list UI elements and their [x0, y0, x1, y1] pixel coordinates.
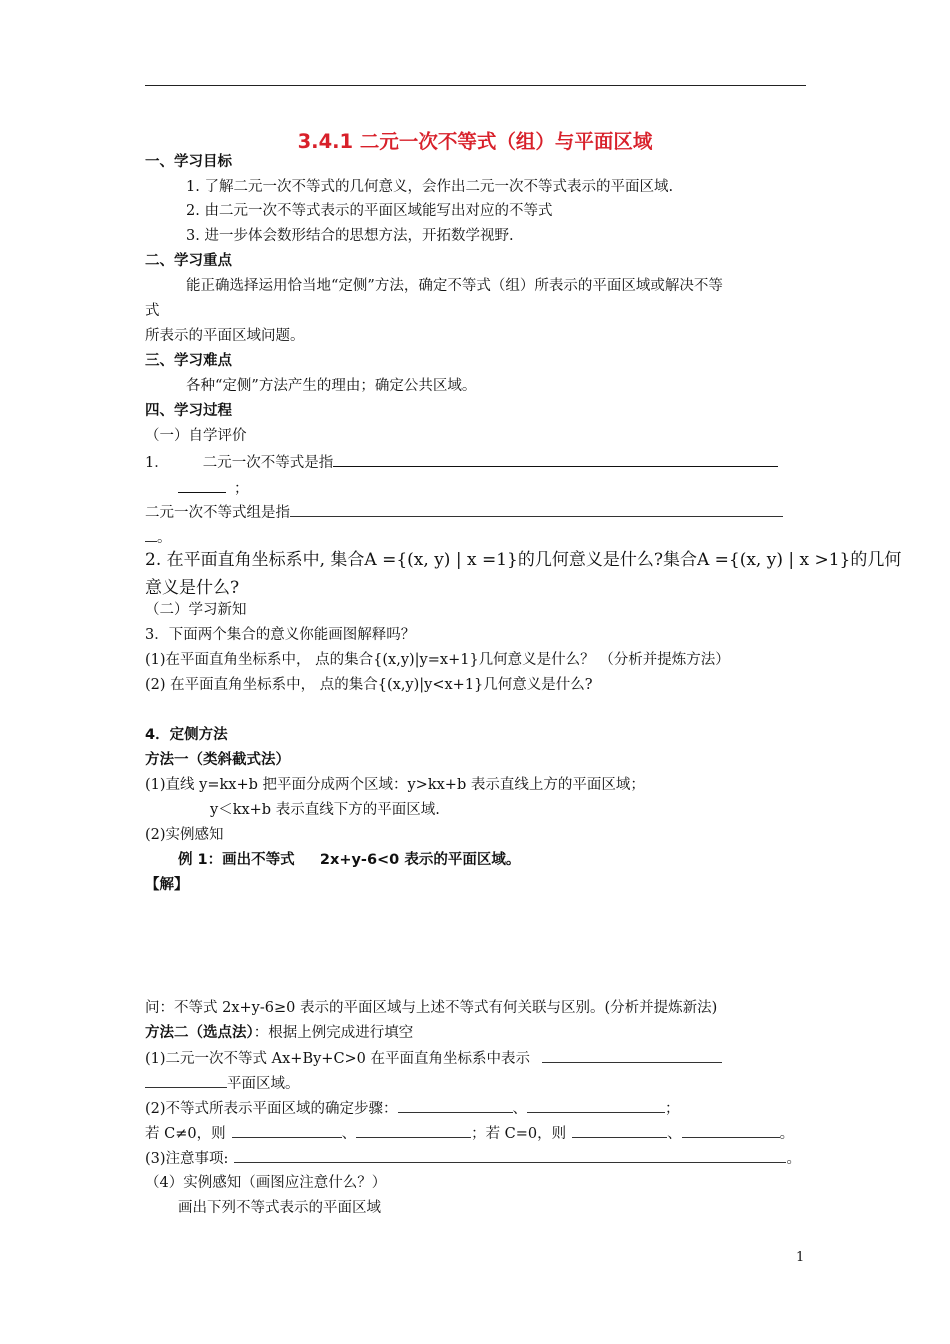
- question-3: 3．下面两个集合的意义你能画图解释吗？: [145, 627, 416, 643]
- method-2-heading-line: [145, 1023, 413, 1043]
- section-heading-difficulty: 三、学习难点: [145, 353, 232, 369]
- section-heading-process: 四、学习过程: [145, 403, 232, 419]
- goal-item-3: 3. 进一步体会数形结合的思想方法，开拓数学视野.: [186, 228, 514, 244]
- answer-blank-3[interactable]: [542, 1048, 722, 1063]
- answer-blank-2[interactable]: [290, 502, 783, 517]
- question-3-part-2: (2) 在平面直角坐标系中， 点的集合{(x,y)|y<x+1}几何意义是什么?: [145, 677, 593, 693]
- answer-blank-9[interactable]: [682, 1123, 780, 1138]
- page-number: 1: [796, 1250, 805, 1265]
- method-2-line-2: (2)不等式所表示平面区域的确定步骤： 、 ；: [145, 1098, 680, 1119]
- question-ask: 问：不等式 2x+y-6≥0 表示的平面区域与上述不等式有何关联与区别。(分析并提炼新法): [145, 1000, 718, 1016]
- answer-blank-1b[interactable]: [178, 478, 226, 493]
- example-1: 例 1：画出不等式 2x+y-6<0 表示的平面区域。: [178, 852, 521, 868]
- solution-label: 【解】: [145, 877, 189, 893]
- focus-line-1: 能正确选择运用恰当地“定侧”方法，确定不等式（组）所表示的平面区域或解决不等: [186, 278, 723, 294]
- answer-blank-4[interactable]: [398, 1098, 513, 1113]
- subsection-new-knowledge: （二）学习新知: [145, 602, 247, 618]
- page-title: 3.4.1 二元一次不等式（组）与平面区域: [297, 130, 653, 153]
- question-1-text: 二元一次不等式是指: [202, 455, 334, 471]
- method-2-line-1: (1)二元一次不等式 Ax+By+C>0 在平面直角坐标系中表示: [145, 1048, 722, 1069]
- answer-blank-7[interactable]: [356, 1123, 471, 1138]
- question-1b: [145, 502, 783, 523]
- question-2-line-1: 2. 在平面直角坐标系中, 集合A ={(x, y) | x =1}的几何意义是什么?集合A ={(x, y) | x >1}的几何: [145, 550, 902, 570]
- question-1b-text: 二元一次不等式组是指: [145, 505, 290, 521]
- method-1-heading: 方法一（类斜截式法）: [145, 752, 290, 768]
- method-2-line-5: （4）实例感知（画图应注意什么？）: [145, 1175, 387, 1191]
- method-2-line-3: 若 C≠0，则 、 ；若 C=0，则 、 。: [145, 1123, 794, 1144]
- answer-blank-3b[interactable]: [145, 1073, 227, 1088]
- method-2-line-4: (3)注意事项: 。: [145, 1148, 801, 1169]
- goal-item-1: 1. 了解二元一次不等式的几何意义，会作出二元一次不等式表示的平面区域.: [186, 179, 674, 195]
- answer-blank-8[interactable]: [572, 1123, 667, 1138]
- question-1b-continued: 。: [145, 527, 172, 548]
- question-1: [145, 452, 778, 473]
- question-3-part-1: (1)在平面直角坐标系中， 点的集合{(x,y)|y=x+1}几何意义是什么？ （分析并提炼方法）: [145, 652, 730, 668]
- focus-line-3: 所表示的平面区域问题。: [145, 328, 305, 344]
- method-1-line-1b: y＜kx+b 表示直线下方的平面区域.: [210, 802, 440, 818]
- question-1-continued: ；: [178, 478, 249, 499]
- subsection-self-eval: （一）自学评价: [145, 428, 247, 444]
- answer-blank-5[interactable]: [527, 1098, 665, 1113]
- method-2-description: ：根据上例完成进行填空: [253, 1025, 414, 1041]
- method-2-heading: 方法二（选点法）: [145, 1025, 254, 1041]
- method-1-line-1: (1)直线 y=kx+b 把平面分成两个区域：y>kx+b 表示直线上方的平面区域；: [145, 777, 645, 793]
- focus-line-2: 式: [145, 303, 160, 319]
- difficulty-line-1: 各种“定侧”方法产生的理由；确定公共区域。: [186, 378, 477, 394]
- answer-blank-10[interactable]: [234, 1148, 786, 1163]
- section-heading-focus: 二、学习重点: [145, 253, 232, 269]
- answer-blank-6[interactable]: [232, 1123, 342, 1138]
- header-rule: [145, 85, 806, 86]
- method-2-line-6: 画出下列不等式表示的平面区域: [178, 1200, 381, 1216]
- method-1-line-2: (2)实例感知: [145, 827, 224, 843]
- question-1-number: 1．: [145, 455, 169, 471]
- answer-blank-1[interactable]: [333, 452, 778, 467]
- method-2-line-1b: 平面区域。: [145, 1073, 300, 1094]
- question-2-line-2: 意义是什么?: [145, 578, 240, 598]
- answer-blank-2b[interactable]: [145, 527, 157, 542]
- section-heading-goals: 一、学习目标: [145, 154, 232, 170]
- goal-item-2: 2. 由二元一次不等式表示的平面区域能写出对应的不等式: [186, 203, 553, 219]
- section-heading-side-method: 4．定侧方法: [145, 727, 228, 743]
